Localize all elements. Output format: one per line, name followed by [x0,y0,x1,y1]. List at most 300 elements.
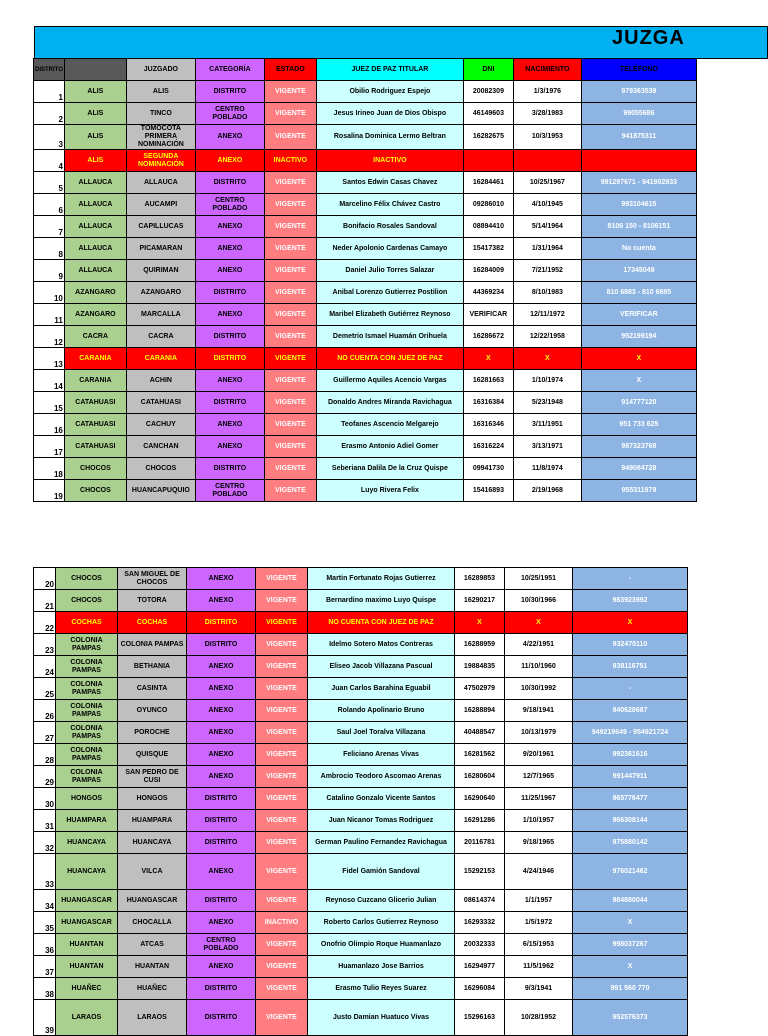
juzgado-cell: HONGOS [118,788,187,810]
table-row [34,678,688,700]
distrito-cell: AZANGARO [64,282,126,304]
table-row [34,978,688,1000]
categoria-cell: CENTRO POBLADO [195,194,264,216]
row-number: 33 [34,854,56,890]
table-row [34,216,697,238]
estado-cell: VIGENTE [264,392,316,414]
table-row [34,150,697,172]
header-distrito: DISTRITO [34,59,65,81]
dni-cell: 16280604 [455,766,505,788]
juzgado-cell: CHOCALLA [118,912,187,934]
juez-cell: Obilio Rodriguez Espejo [316,81,463,103]
dni-cell: 16290640 [455,788,505,810]
nacimiento-cell: 1/5/1972 [505,912,573,934]
juzgado-cell: QUISQUE [118,744,187,766]
row-number: 12 [34,326,65,348]
categoria-cell: ANEXO [187,766,256,788]
juzgado-cell: LARAOS [118,1000,187,1036]
distrito-cell: ALLAUCA [64,194,126,216]
table-row [34,634,688,656]
dni-cell: 16316346 [463,414,513,436]
categoria-cell: ANEXO [195,370,264,392]
telefono-cell: X [581,370,696,392]
estado-cell: VIGENTE [256,722,308,744]
telefono-cell: 984880044 [573,890,688,912]
row-number: 11 [34,304,65,326]
nacimiento-cell: 4/10/1945 [513,194,581,216]
dni-cell: 08614374 [455,890,505,912]
nacimiento-cell [513,150,581,172]
telefono-cell: 949219649 - 954921724 [573,722,688,744]
dni-cell: 20116781 [455,832,505,854]
categoria-cell: DISTRITO [195,282,264,304]
juez-cell: Justo Damian Huatuco Vivas [308,1000,455,1036]
dni-cell: 09286010 [463,194,513,216]
categoria-cell: DISTRITO [187,978,256,1000]
estado-cell: VIGENTE [256,890,308,912]
juzgado-cell: CARANIA [126,348,195,370]
categoria-cell: ANEXO [195,414,264,436]
categoria-cell: ANEXO [187,700,256,722]
distrito-cell: COCHAS [56,612,118,634]
table-row [34,612,688,634]
categoria-cell: DISTRITO [187,890,256,912]
juzgado-cell: CATAHUASI [126,392,195,414]
dni-cell: 20032333 [455,934,505,956]
row-number: 16 [34,414,65,436]
nacimiento-cell: 1/31/1964 [513,238,581,260]
juez-cell: Huamanlazo Jose Barrios [308,956,455,978]
telefono-cell: X [573,612,688,634]
estado-cell: VIGENTE [264,81,316,103]
nacimiento-cell: 10/30/1966 [505,590,573,612]
distrito-cell: ALIS [64,125,126,150]
table-row [34,194,697,216]
row-number: 30 [34,788,56,810]
estado-cell: VIGENTE [256,854,308,890]
row-number: 13 [34,348,65,370]
dni-cell: 16293332 [455,912,505,934]
dni-cell: 19884835 [455,656,505,678]
nacimiento-cell: 9/18/1941 [505,700,573,722]
telefono-cell: 17345049 [581,260,696,282]
nacimiento-cell: 12/11/1972 [513,304,581,326]
row-number: 35 [34,912,56,934]
row-number: 4 [34,150,65,172]
table-row [34,238,697,260]
telefono-cell: 976021462 [573,854,688,890]
row-number: 20 [34,568,56,590]
estado-cell: VIGENTE [256,810,308,832]
table-row [34,103,697,125]
nacimiento-cell: 11/10/1960 [505,656,573,678]
nacimiento-cell: 10/3/1953 [513,125,581,150]
table-row [34,414,697,436]
juzgado-cell: HUANCAYA [118,832,187,854]
telefono-cell: VERIFICAR [581,304,696,326]
juzgado-cell: SAN MIGUEL DE CHOCOS [118,568,187,590]
estado-cell: VIGENTE [256,744,308,766]
juzgado-cell: VILCA [118,854,187,890]
dni-cell: 09941730 [463,458,513,480]
distrito-cell: ALIS [64,103,126,125]
categoria-cell: DISTRITO [187,1000,256,1036]
telefono-cell: 955311979 [581,480,696,502]
juez-cell: Juan Nicanor Tomas Rodriguez [308,810,455,832]
estado-cell: VIGENTE [264,238,316,260]
estado-cell: VIGENTE [256,1000,308,1036]
nacimiento-cell: 7/21/1952 [513,260,581,282]
dni-cell: 16291286 [455,810,505,832]
header-row [34,59,697,81]
row-number: 14 [34,370,65,392]
table-row [34,348,697,370]
telefono-cell: - [573,568,688,590]
dni-cell: 46149603 [463,103,513,125]
dni-cell: 16281562 [455,744,505,766]
telefono-cell: 940628687 [573,700,688,722]
juzgado-cell: AZANGARO [126,282,195,304]
juez-cell: Jesus Irineo Juan de Dios Obispo [316,103,463,125]
nacimiento-cell: 4/24/1946 [505,854,573,890]
juzgado-cell: QUIRIMAN [126,260,195,282]
juzgado-cell: ALLAUCA [126,172,195,194]
telefono-cell: 938116751 [573,656,688,678]
juez-cell: Rolando Apolinario Bruno [308,700,455,722]
dni-cell: 16281663 [463,370,513,392]
categoria-cell: DISTRITO [187,634,256,656]
row-number: 10 [34,282,65,304]
categoria-cell: ANEXO [195,150,264,172]
telefono-cell: 987323768 [581,436,696,458]
categoria-cell: ANEXO [195,304,264,326]
juez-cell: Eliseo Jacob Villazana Pascual [308,656,455,678]
row-number: 2 [34,103,65,125]
distrito-cell: HUAÑEC [56,978,118,1000]
estado-cell: VIGENTE [256,978,308,1000]
nacimiento-cell: 11/5/1962 [505,956,573,978]
telefono-cell: 951 733 625 [581,414,696,436]
table-row [34,934,688,956]
juez-cell: Donaldo Andres Miranda Ravichagua [316,392,463,414]
dni-cell: 16288959 [455,634,505,656]
table-row [34,810,688,832]
juzgado-cell: CASINTA [118,678,187,700]
juez-cell: Marcelino Félix Chávez Castro [316,194,463,216]
row-number: 3 [34,125,65,150]
telefono-cell: 941875311 [581,125,696,150]
nacimiento-cell: 1/10/1974 [513,370,581,392]
nacimiento-cell: 11/25/1967 [505,788,573,810]
telefono-cell: No cuenta [581,238,696,260]
juzgado-cell: CAPILLUCAS [126,216,195,238]
nacimiento-cell: 6/15/1953 [505,934,573,956]
categoria-cell: ANEXO [195,125,264,150]
telefono-cell: 993104615 [581,194,696,216]
dni-cell: 08894410 [463,216,513,238]
telefono-cell: X [581,348,696,370]
nacimiento-cell: 8/10/1983 [513,282,581,304]
row-number: 5 [34,172,65,194]
juzgado-cell: ATCAS [118,934,187,956]
nacimiento-cell: 1/3/1976 [513,81,581,103]
telefono-cell: 932470110 [573,634,688,656]
table-row [34,1000,688,1036]
categoria-cell: DISTRITO [187,810,256,832]
distrito-cell: CHOCOS [64,480,126,502]
dni-cell: 16290217 [455,590,505,612]
table-row [34,172,697,194]
juez-cell: Maribel Elizabeth Gutiérrez Reynoso [316,304,463,326]
dni-cell: 16288894 [455,700,505,722]
juzgado-cell: CACRA [126,326,195,348]
row-number: 29 [34,766,56,788]
estado-cell: VIGENTE [256,934,308,956]
row-number: 23 [34,634,56,656]
juzgado-cell: ALIS [126,81,195,103]
distrito-cell: HUANTAN [56,934,118,956]
categoria-cell: ANEXO [187,854,256,890]
nacimiento-cell: 10/25/1967 [513,172,581,194]
distrito-cell: HUANGASCAR [56,912,118,934]
dni-cell: VERIFICAR [463,304,513,326]
juzgado-cell: COLONIA PAMPAS [118,634,187,656]
juez-cell: Daniel Julio Torres Salazar [316,260,463,282]
juzgado-cell: HUAMPARA [118,810,187,832]
telefono-cell [581,150,696,172]
estado-cell: VIGENTE [256,700,308,722]
categoria-cell: DISTRITO [195,326,264,348]
categoria-cell: ANEXO [187,744,256,766]
row-number: 34 [34,890,56,912]
dni-cell: X [463,348,513,370]
row-number: 25 [34,678,56,700]
juez-cell: Rosalina Dominica Lermo Beltran [316,125,463,150]
nacimiento-cell: 11/8/1974 [513,458,581,480]
categoria-cell: ANEXO [187,722,256,744]
distrito-cell: CATAHUASI [64,392,126,414]
categoria-cell: ANEXO [187,956,256,978]
telefono-cell: 810 6883 - 810 6885 [581,282,696,304]
distrito-cell: HUANGASCAR [56,890,118,912]
dni-cell: 16316224 [463,436,513,458]
categoria-cell: ANEXO [187,912,256,934]
row-number: 37 [34,956,56,978]
distrito-cell: COLONIA PAMPAS [56,700,118,722]
table-row [34,656,688,678]
dni-cell [463,150,513,172]
estado-cell: VIGENTE [264,194,316,216]
row-number: 19 [34,480,65,502]
juzgado-cell: MARCALLA [126,304,195,326]
row-number: 38 [34,978,56,1000]
estado-cell: VIGENTE [264,348,316,370]
estado-cell: VIGENTE [264,436,316,458]
juzgado-cell: TOMOCOTA PRIMERA NOMINACIÓN [126,125,195,150]
juez-cell: Idelmo Sotero Matos Contreras [308,634,455,656]
telefono-cell: 991297671 - 941902833 [581,172,696,194]
distrito-cell: CARANIA [64,348,126,370]
telefono-cell: 914777120 [581,392,696,414]
juzgado-cell: SAN PEDRO DE CUSI [118,766,187,788]
dni-cell: 16286672 [463,326,513,348]
estado-cell: VIGENTE [264,480,316,502]
dni-cell: 44369234 [463,282,513,304]
categoria-cell: ANEXO [195,260,264,282]
row-number: 15 [34,392,65,414]
categoria-cell: DISTRITO [195,348,264,370]
dni-cell: 15292153 [455,854,505,890]
telefono-cell: 979363539 [581,81,696,103]
nacimiento-cell: 12/7/1965 [505,766,573,788]
juez-cell: Teofanes Ascencio Melgarejo [316,414,463,436]
juzgado-cell: TINCO [126,103,195,125]
estado-cell: VIGENTE [264,326,316,348]
juez-cell: Anibal Lorenzo Gutierrez Postilion [316,282,463,304]
dni-cell: 16282675 [463,125,513,150]
table-row [34,480,697,502]
estado-cell: VIGENTE [256,568,308,590]
juez-cell: Bernardino maximo Luyo Quispe [308,590,455,612]
table-row [34,744,688,766]
nacimiento-cell: 10/28/1952 [505,1000,573,1036]
nacimiento-cell: 1/1/1957 [505,890,573,912]
estado-cell: VIGENTE [256,656,308,678]
dni-cell: 15416893 [463,480,513,502]
table-row [34,282,697,304]
juzgado-cell: SEGUNDA NOMINACIÓN [126,150,195,172]
juez-cell: Seberiana Dalila De la Cruz Quispe [316,458,463,480]
row-number: 32 [34,832,56,854]
table-row [34,392,697,414]
distrito-cell: AZANGARO [64,304,126,326]
nacimiento-cell: 3/13/1971 [513,436,581,458]
nacimiento-cell: 12/22/1958 [513,326,581,348]
juez-cell: Bonifacio Rosales Sandoval [316,216,463,238]
distrito-cell: CHOCOS [56,568,118,590]
dni-cell: 47502979 [455,678,505,700]
distrito-cell: CATAHUASI [64,436,126,458]
header-juzgado: JUZGADO [126,59,195,81]
row-number: 6 [34,194,65,216]
nacimiento-cell: 10/30/1992 [505,678,573,700]
estado-cell: VIGENTE [256,590,308,612]
juez-cell: Fidel Gamión Sandoval [308,854,455,890]
table-row [34,436,697,458]
estado-cell: VIGENTE [264,370,316,392]
table-row [34,458,697,480]
juzgado-cell: BETHANIA [118,656,187,678]
table-row [34,912,688,934]
distrito-cell: CATAHUASI [64,414,126,436]
table-row [34,81,697,103]
distrito-cell: COLONIA PAMPAS [56,744,118,766]
juez-cell: Saul Joel Toralva Villazana [308,722,455,744]
row-number: 9 [34,260,65,282]
nacimiento-cell: 9/3/1941 [505,978,573,1000]
categoria-cell: ANEXO [187,568,256,590]
distrito-cell: ALLAUCA [64,238,126,260]
categoria-cell: ANEXO [187,656,256,678]
juez-cell: Roberto Carlos Gutierrez Reynoso [308,912,455,934]
juez-cell: Ambrocio Teodoro Ascomao Arenas [308,766,455,788]
juzgado-cell: AUCAMPI [126,194,195,216]
nacimiento-cell: 5/14/1964 [513,216,581,238]
juez-cell: Demetrio Ismael Huamán Orihuela [316,326,463,348]
distrito-cell: LARAOS [56,1000,118,1036]
estado-cell: VIGENTE [256,956,308,978]
categoria-cell: CENTRO POBLADO [195,103,264,125]
categoria-cell: DISTRITO [187,832,256,854]
estado-cell: VIGENTE [256,612,308,634]
telefono-cell: 975880142 [573,832,688,854]
estado-cell: VIGENTE [256,832,308,854]
table-row [34,854,688,890]
estado-cell: VIGENTE [264,414,316,436]
estado-cell: VIGENTE [256,678,308,700]
juez-cell: NO CUENTA CON JUEZ DE PAZ [316,348,463,370]
estado-cell: VIGENTE [264,458,316,480]
distrito-cell: ALLAUCA [64,260,126,282]
row-number: 27 [34,722,56,744]
nacimiento-cell: 10/13/1979 [505,722,573,744]
juzgado-cell: TOTORA [118,590,187,612]
distrito-cell: COLONIA PAMPAS [56,656,118,678]
distrito-cell: CHOCOS [56,590,118,612]
telefono-cell: 992361616 [573,744,688,766]
table-row [34,700,688,722]
nacimiento-cell: 1/10/1957 [505,810,573,832]
dni-cell: 16296084 [455,978,505,1000]
table-row [34,766,688,788]
dni-cell: 40488547 [455,722,505,744]
nacimiento-cell: 3/28/1983 [513,103,581,125]
table-row [34,722,688,744]
nacimiento-cell: X [505,612,573,634]
telefono-cell: 99055686 [581,103,696,125]
judges-table-1 [33,58,697,502]
juzgado-cell: HUANGASCAR [118,890,187,912]
juez-cell: Erasmo Tulio Reyes Suarez [308,978,455,1000]
nacimiento-cell: 4/22/1951 [505,634,573,656]
categoria-cell: DISTRITO [195,81,264,103]
telefono-cell: 991447911 [573,766,688,788]
telefono-cell: - [573,678,688,700]
categoria-cell: DISTRITO [187,788,256,810]
nacimiento-cell: 3/11/1951 [513,414,581,436]
dni-cell: X [455,612,505,634]
estado-cell: VIGENTE [264,260,316,282]
row-number: 18 [34,458,65,480]
table-row [34,956,688,978]
distrito-cell: HUANTAN [56,956,118,978]
categoria-cell: DISTRITO [195,392,264,414]
juzgado-cell: CANCHAN [126,436,195,458]
estado-cell: VIGENTE [256,788,308,810]
table-row [34,788,688,810]
dni-cell: 16316384 [463,392,513,414]
categoria-cell: ANEXO [187,678,256,700]
estado-cell: INACTIVO [264,150,316,172]
categoria-cell: DISTRITO [187,612,256,634]
table-row [34,370,697,392]
categoria-cell: ANEXO [187,590,256,612]
table-row [34,326,697,348]
estado-cell: INACTIVO [256,912,308,934]
table-row [34,832,688,854]
row-number: 17 [34,436,65,458]
telefono-cell: 966308144 [573,810,688,832]
